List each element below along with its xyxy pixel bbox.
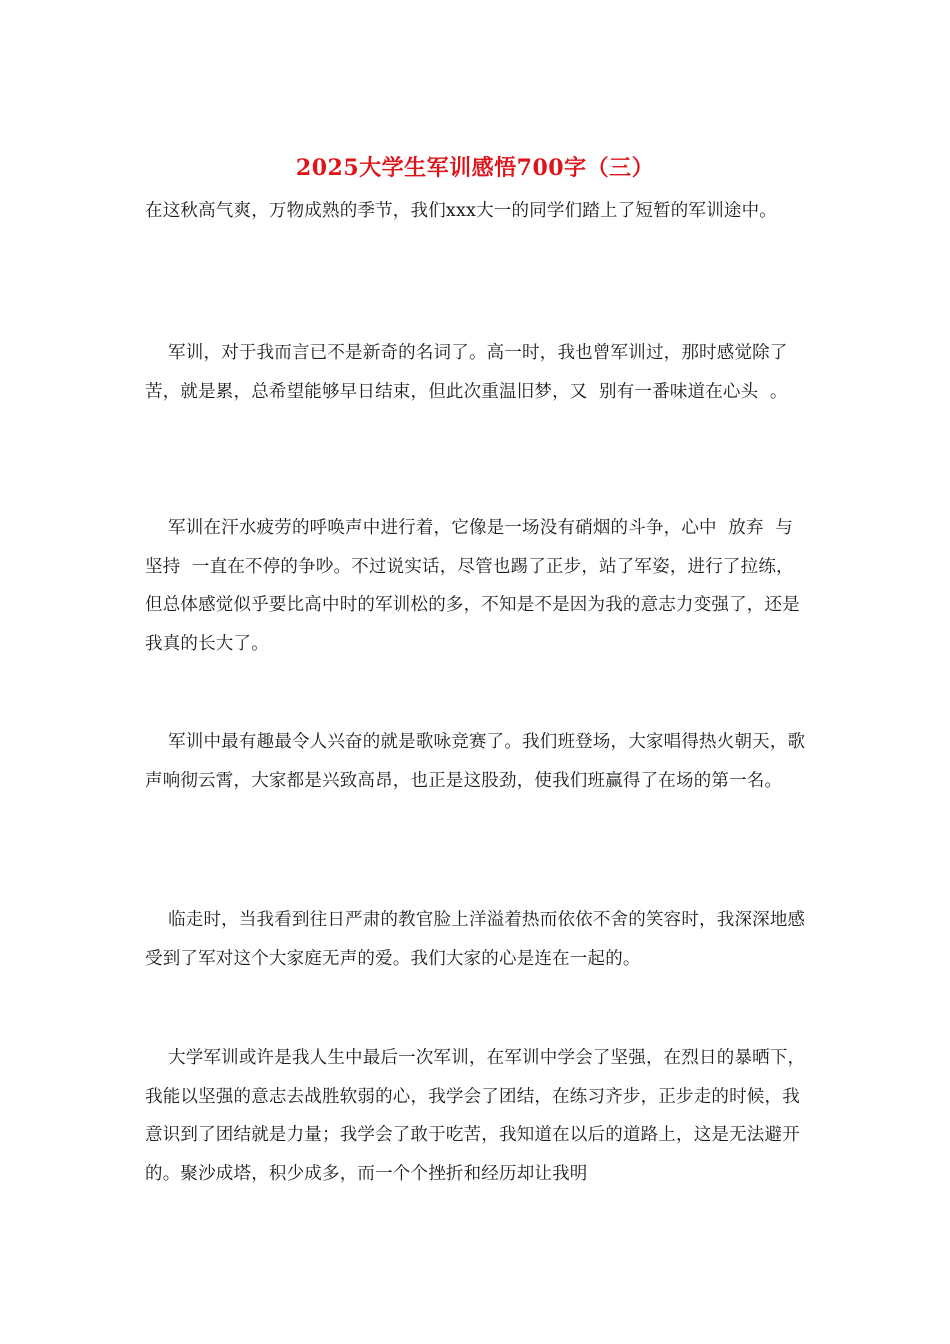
paragraph-training-struggle: 军训在汗水疲劳的呼唤声中进行着，它像是一场没有硝烟的斗争，心中 放弃 与 坚持 一直在不停的争吵。不过说实话，尽管也踢了正步，站了军姿，进行了拉练，但总体感觉似乎要比高中时的军训松的多，不知是不是因为我的意志力变强了，还是我真的长大了。 — [145, 518, 805, 654]
paragraph-intro: 在这秋高气爽，万物成熟的季节，我们xxx大一的同学们踏上了短暂的军训途中。 — [145, 201, 778, 221]
paragraph-singing-contest: 军训中最有趣最令人兴奋的就是歌咏竞赛了。我们班登场，大家唱得热火朝天，歌声响彻云霄，大家都是兴致高昂，也正是这股劲，使我们班赢得了在场的第一名。 — [145, 732, 806, 791]
document-title: 2025大学生军训感悟700字（三） — [295, 155, 655, 181]
paragraph-high-school-memory: 军训，对于我而言已不是新奇的名词了。高一时，我也曾军训过，那时感觉除了苦，就是累，总希望能够早日结束，但此次重温旧梦，又 别有一番味道在心头 。 — [145, 343, 788, 402]
paragraph-farewell: 临走时，当我看到往日严肃的教官脸上洋溢着热而依依不舍的笑容时，我深深地感受到了军对这个大家庭无声的爱。我们大家的心是连在一起的。 — [145, 910, 806, 969]
paragraph-reflection: 大学军训或许是我人生中最后一次军训，在军训中学会了坚强，在烈日的暴晒下，我能以坚强的意志去战胜软弱的心，我学会了团结，在练习齐步，正步走的时候，我意识到了团结就是力量；我学会了敢于吃苦，我知道在以后的道路上，这是无法避开的。聚沙成塔，积少成多，而一个个挫折和经历却让我明 — [145, 1048, 806, 1184]
